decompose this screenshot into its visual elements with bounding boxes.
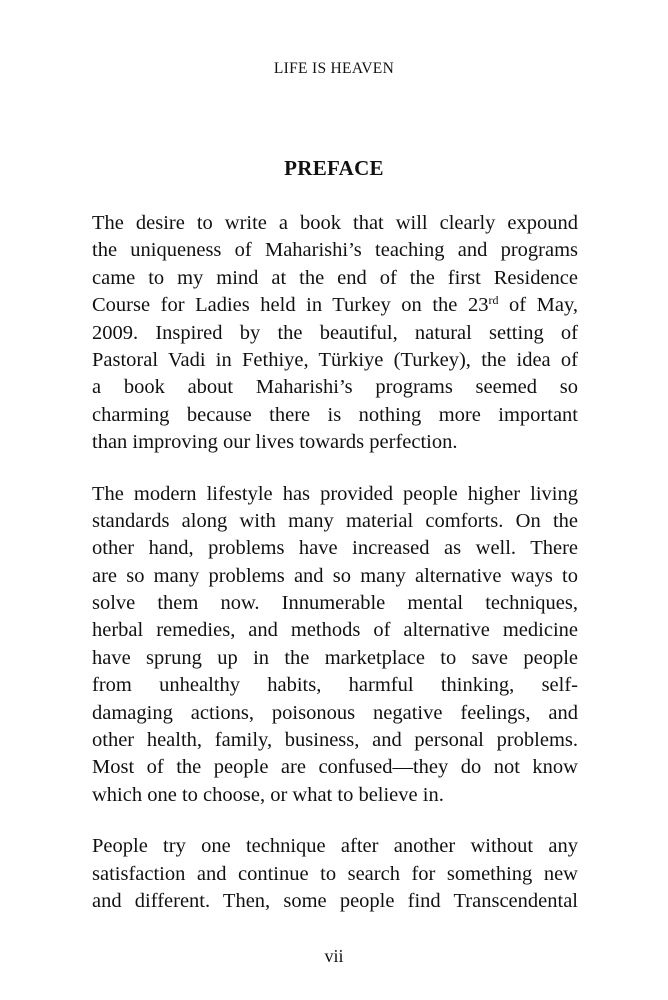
text-line: came to my mind at the end of the first Residence	[92, 266, 578, 289]
chapter-title: PREFACE	[284, 156, 384, 180]
text-line: which one to choose, or what to believe in.	[92, 783, 444, 806]
paragraph-3	[92, 833, 578, 915]
text-line: have sprung up in the marketplace to save people	[92, 646, 578, 669]
body-text	[92, 210, 578, 939]
running-head: LIFE IS HEAVEN	[273, 60, 395, 77]
text-line: herbal remedies, and methods of alternative medicine	[92, 619, 578, 642]
text-line: Most of the people are confused—they do not know	[92, 756, 578, 779]
text-line: charming because there is nothing more important	[92, 403, 578, 426]
text-line: are so many problems and so many alternative ways to	[92, 564, 578, 587]
text-line: 2009. Inspired by the beautiful, natural setting of	[92, 321, 578, 344]
text-line: The modern lifestyle has provided people higher living	[92, 482, 578, 505]
text-line: from unhealthy habits, harmful thinking, self-	[92, 674, 578, 697]
text-line: damaging actions, poisonous negative feelings, and	[92, 701, 578, 724]
text-line: standards along with many material comforts. On the	[92, 509, 578, 532]
text-line: the uniqueness of Maharishi’s teaching and programs	[92, 239, 578, 262]
text-line: satisfaction and continue to search for something new	[92, 862, 578, 885]
text-line: a book about Maharishi’s programs seemed so	[92, 376, 578, 399]
ordinal-suffix: rd	[488, 293, 499, 308]
text-line: Pastoral Vadi in Fethiye, Türkiye (Turkey), the idea of	[92, 348, 578, 371]
paragraph-2	[92, 481, 578, 810]
text-line: The desire to write a book that will clearly expound	[92, 212, 578, 234]
text-line: People try one technique after another without any	[92, 835, 578, 858]
text-line: and different. Then, some people find Transcendental	[92, 889, 578, 912]
text-line: other health, family, business, and personal problems.	[92, 729, 578, 752]
text-line: solve them now. Innumerable mental techniques,	[92, 592, 578, 615]
text-fragment: of May,	[498, 294, 579, 317]
text-line	[92, 292, 578, 319]
text-line: than improving our lives towards perfection.	[92, 431, 458, 454]
page-number: vii	[324, 946, 344, 966]
text-line: other hand, problems have increased as well. There	[92, 537, 578, 560]
paragraph-1	[92, 210, 578, 457]
text-fragment: Course for Ladies held in Turkey on the 23	[92, 294, 489, 317]
